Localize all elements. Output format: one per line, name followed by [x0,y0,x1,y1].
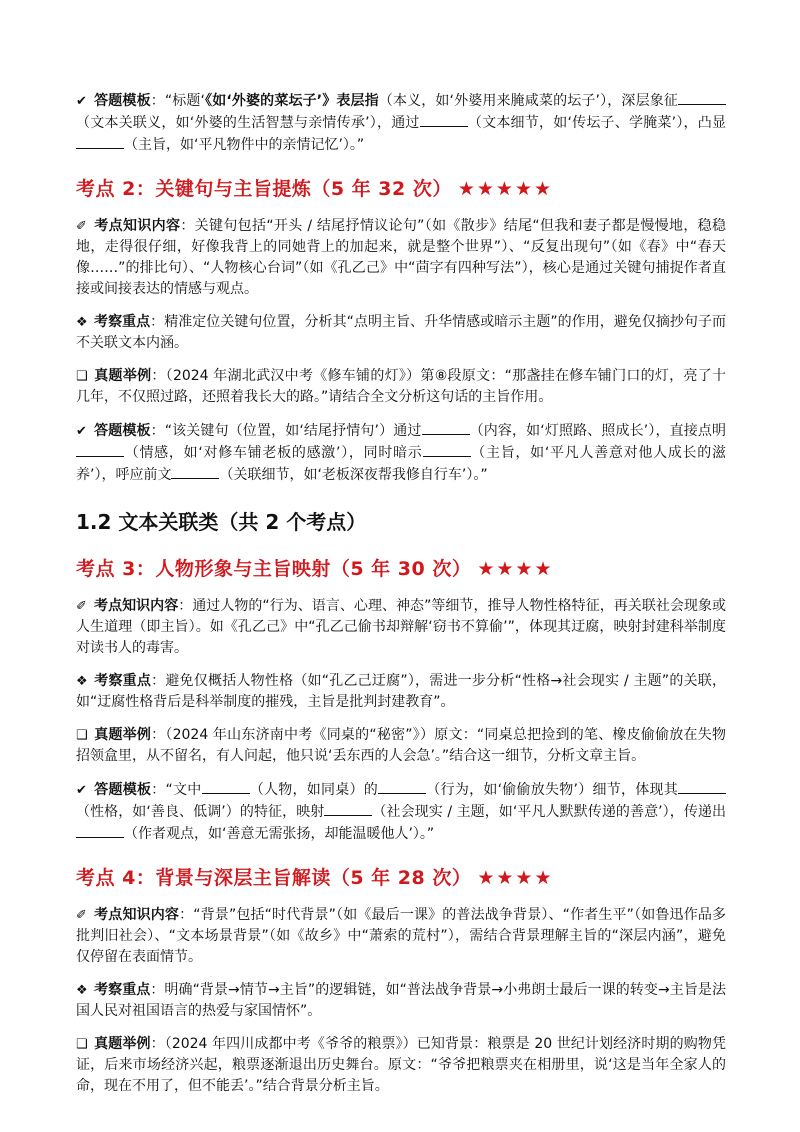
paragraph-label: 真题举例 [94,727,152,743]
content-paragraph [76,980,726,1022]
square-icon: ❑ [76,728,88,743]
paragraph-label: 考点知识内容 [94,598,179,614]
check-icon: ✔ [76,94,87,109]
topic-heading [76,556,726,582]
paragraph-text: ：“背景”包括“时代背景”（如《最后一课》的普法战争背景）、“作者生平”（如鲁迅作品多批判旧社会）、“文本场景背景”（如《故乡》中“萧索的荒村”），需结合背景理解主旨的“深层内涵”，避免仅停留在表面情节。 [76,907,727,965]
fill-in-blank [678,90,726,105]
paragraph-text: ：“该关键句（位置，如‘结尾抒情句’）通过 （内容，如‘灯照路、照成长’），直接点明（情感，如‘对修车铺老板的感激’），同时暗示 （主旨，如‘平凡人善意对他人成长的滋养’），呼应前文 （关联细节，如‘老板深夜帮我修自行车’）。” [76,423,726,483]
paragraph-text: ：避免仅概括人物性格（如“孔乙己迂腐”），需进一步分析“性格→社会现实 / 主题”的关联，如“迂腐性格背后是科举制度的摧残，主旨是批判封建教育”。 [76,673,726,710]
paragraph-text: ：关键句包括“开头 / 结尾抒情议论句”（如《散步》结尾“但我和妻子都是慢慢地，稳稳地，走得很仔细，好像我背上的同她背上的加起来，就是整个世界”）、“反复出现句”（如《春》中“春天像……”的排比句）、“人物核心台词”（如《孔乙己》中“茴字有四种写法”），核心是通过关键句捕捉作者直接或间接表达的情感与观点。 [76,218,726,297]
paragraph-label: 答题模板 [94,423,151,439]
content-paragraph [76,596,726,659]
paragraph-label: 考点知识内容 [94,218,181,234]
pencil-icon: ✐ [76,219,87,234]
fill-in-blank [422,420,470,435]
content-paragraph [76,366,726,408]
paragraph-text: ：（2024 年湖北武汉中考《修车铺的灯》）第⑧段原文：“那盏挂在修车铺门口的灯，亮了十几年，不仅照过路，还照着我长大的路。”请结合全文分析这句话的主旨作用。 [76,368,727,405]
diamond-icon: ❖ [76,983,88,998]
pencil-icon: ✐ [76,908,87,923]
check-icon: ✔ [76,783,87,798]
topic-heading [76,176,726,202]
content-paragraph [76,420,726,486]
paragraph-text: ：（2024 年四川成都中考《爷爷的粮票》）已知背景：粮票是 20 世纪计划经济时期的购物凭证，后来市场经济兴起，粮票逐渐退出历史舞台。原文：“爷爷把粮票夹在相册里，说‘这是当年全家人的命，现在不用了，但不能丢’。”结合背景分析主旨。 [76,1036,726,1094]
content-paragraph [76,725,726,767]
star-rating: ★★★★ [477,867,554,889]
fill-in-blank [171,464,219,479]
content-paragraph [76,90,726,156]
fill-in-blank [423,442,471,457]
paragraph-text: ：“文中 （人物，如同桌）的 （行为，如‘偷偷放失物’）细节，体现其（性格，如‘善良、低调’）的特征，映射 （社会现实 / 主题，如‘平凡人默默传递的善意’），传递出（作者观点，如‘善意无需张扬，却能温暖他人’）。” [76,782,726,842]
paragraph-text: （本义，如‘外婆用来腌咸菜的坛子’），深层象征（文本关联义，如‘外婆的生活智慧与亲情传承’），通过 （文本细节，如‘传坛子、学腌菜’），凸显（主旨，如‘平凡物件中的亲情记忆’）。” [76,93,726,153]
diamond-icon: ❖ [76,315,88,330]
square-icon: ❑ [76,369,88,384]
fill-in-blank [76,134,124,149]
section-heading: 1.2 文本关联类（共 2 个考点） [76,510,367,534]
paragraph-label: 考点知识内容 [94,907,180,923]
topic-title: 考点 2：关键句与主旨提炼（5 年 32 次） [76,178,452,200]
paragraph-label: 考察重点 [94,673,152,689]
topic-title: 考点 3：人物形象与主旨映射（5 年 30 次） [76,558,472,580]
paragraph-text: ：通过人物的“行为、语言、心理、神态”等细节，推导人物性格特征，再关联社会现象或人生道理（即主旨）。如《孔乙己》中“孔乙己偷书却辩解‘窃书不算偷’”，体现其迂腐，映射封建科举制度对读书人的毒害。 [76,598,726,656]
paragraph-text: ：精准定位关键句位置，分析其“点明主旨、升华情感或暗示主题”的作用，避免仅摘抄句子而不关联文本内涵。 [76,314,726,351]
star-rating: ★★★★ [477,558,554,580]
content-paragraph [76,312,726,354]
star-rating: ★★★★★ [457,178,554,200]
paragraph-text: ：（2024 年山东济南中考《同桌的“秘密”》）原文：“同桌总把捡到的笔、橡皮偷偷放在失物招领盒里，从不留名，有人问起，他只说‘丢东西的人会急’。”结合这一细节，分析文章主旨。 [76,727,727,764]
paragraph-label: 考察重点 [94,314,151,330]
fill-in-blank [76,442,124,457]
topic-title: 考点 4：背景与深层主旨解读（5 年 28 次） [76,867,472,889]
content-paragraph [76,905,726,968]
content-paragraph [76,671,726,713]
fill-in-blank [202,779,250,794]
topic-heading [76,865,726,891]
diamond-icon: ❖ [76,674,88,689]
check-icon: ✔ [76,424,87,439]
square-icon: ❑ [76,1037,88,1052]
fill-in-blank [678,779,726,794]
paragraph-text: ：明确“背景→情节→主旨”的逻辑链，如“普法战争背景→小弗朗士最后一课的转变→主旨是法国人民对祖国语言的热爱与家国情怀”。 [76,982,726,1019]
paragraph-label: 答题模板 [94,93,151,109]
fill-in-blank [76,823,124,838]
paragraph-text: ：“标题‘ [150,93,205,109]
paragraph-label: 考察重点 [94,982,151,998]
fill-in-blank [324,801,372,816]
content-paragraph [76,216,726,300]
paragraph-label: 真题举例 [94,1036,151,1052]
fill-in-blank [420,112,468,127]
fill-in-blank [378,779,426,794]
paragraph-label: 真题举例 [94,368,152,384]
paragraph-label: 答题模板 [94,782,152,798]
content-paragraph [76,1034,726,1097]
pencil-icon: ✐ [76,599,87,614]
bold-phrase: 《如‘外婆的菜坛子’》表层指 [205,93,379,109]
content-paragraph [76,779,726,845]
